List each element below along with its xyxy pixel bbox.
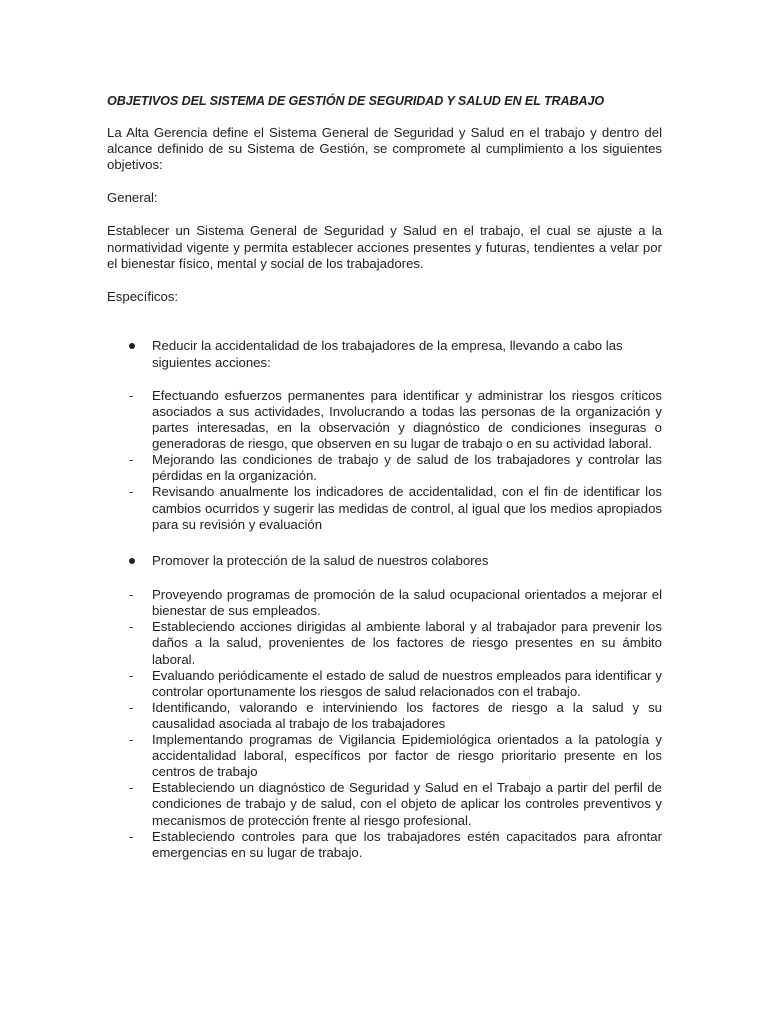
- action-text: Estableciendo un diagnóstico de Seguridad y Salud en el Trabajo a partir del perfil de condiciones de trabajo y de salud, con el objeto de aplicar los controles preventivos y mecanismos de protección frente al riesgo profesional.: [152, 780, 662, 828]
- dash-icon: -: [129, 732, 134, 748]
- action-item: [107, 780, 662, 828]
- objective-item: [107, 552, 662, 570]
- objective-text: Promover la protección de la salud de nuestros colabores: [152, 552, 489, 568]
- specific-heading: Específicos:: [107, 288, 179, 304]
- general-heading: General:: [107, 190, 158, 206]
- dash-icon: -: [129, 780, 134, 796]
- action-item: [107, 829, 662, 861]
- action-text: Revisando anualmente los indicadores de accidentalidad, con el fin de identificar los cambios ocurridos y sugerir las medidas de control, al igual que los medios apropiados para su revisión y evaluación: [152, 484, 662, 532]
- action-item: [107, 388, 662, 452]
- dash-icon: -: [129, 587, 134, 603]
- action-item: [107, 732, 662, 780]
- action-text: Identificando, valorando e interviniendo los factores de riesgo a la salud y su causalidad asociada al trabajo de los trabajadores: [152, 699, 662, 731]
- dash-icon: -: [129, 699, 134, 715]
- action-text: Estableciendo acciones dirigidas al ambiente laboral y al trabajador para prevenir los daños a la salud, provenientes de los factores de riesgo presentes en su ámbito laboral.: [152, 619, 662, 667]
- action-text: Proveyendo programas de promoción de la salud ocupacional orientados a mejorar el bienestar de sus empleados.: [152, 587, 662, 619]
- action-text: Evaluando periódicamente el estado de salud de nuestros empleados para identificar y controlar oportunamente los riesgos de salud relacionados con el trabajo.: [152, 667, 662, 699]
- objective-item: [107, 337, 662, 372]
- bullet-icon: [129, 558, 135, 564]
- dash-icon: -: [129, 667, 134, 683]
- action-item: [107, 619, 662, 667]
- general-paragraph: Establecer un Sistema General de Seguridad y Salud en el trabajo, el cual se ajuste a la normatividad vigente y permita establecer acciones presentes y futuras, tendientes a velar por el bienestar físico, mental y social de los trabajadores.: [107, 223, 662, 271]
- action-text: Implementando programas de Vigilancia Epidemiológica orientados a la patología y accidentalidad laboral, específicos por factor de riesgo prioritario presente en los centros de trabajo: [152, 732, 662, 780]
- action-item: [107, 668, 662, 700]
- dash-icon: -: [129, 619, 134, 635]
- action-item: [107, 587, 662, 619]
- action-text: Efectuando esfuerzos permanentes para identificar y administrar los riesgos críticos asociados a sus actividades, Involucrando a todas las personas de la organización y partes interesadas, en la observación y diagnóstico de condiciones inseguras o generadoras de riesgo, que observen en su lugar de trabajo o en su actividad laboral.: [152, 387, 662, 452]
- action-text: Estableciendo controles para que los trabajadores estén capacitados para afrontar emergencias en su lugar de trabajo.: [152, 828, 662, 860]
- bullet-icon: [129, 343, 135, 349]
- action-item: [107, 484, 662, 532]
- action-item: [107, 700, 662, 732]
- action-list: [107, 388, 662, 533]
- dash-icon: -: [129, 452, 134, 468]
- dash-icon: -: [129, 828, 134, 844]
- intro-paragraph: La Alta Gerencia define el Sistema General de Seguridad y Salud en el trabajo y dentro del alcance definido de su Sistema de Gestión, se compromete al cumplimiento a los siguientes objetivos:: [107, 125, 662, 173]
- dash-icon: -: [129, 387, 134, 403]
- action-list: [107, 587, 662, 861]
- document-title: OBJETIVOS DEL SISTEMA DE GESTIÓN DE SEGURIDAD Y SALUD EN EL TRABAJO: [107, 94, 605, 108]
- dash-icon: -: [129, 484, 134, 500]
- document-body: [107, 93, 662, 861]
- action-text: Mejorando las condiciones de trabajo y de salud de los trabajadores y controlar las pérdidas en la organización.: [152, 452, 662, 484]
- objective-text: Reducir la accidentalidad de los trabajadores de la empresa, llevando a cabo las siguientes acciones:: [152, 337, 623, 371]
- action-item: [107, 452, 662, 484]
